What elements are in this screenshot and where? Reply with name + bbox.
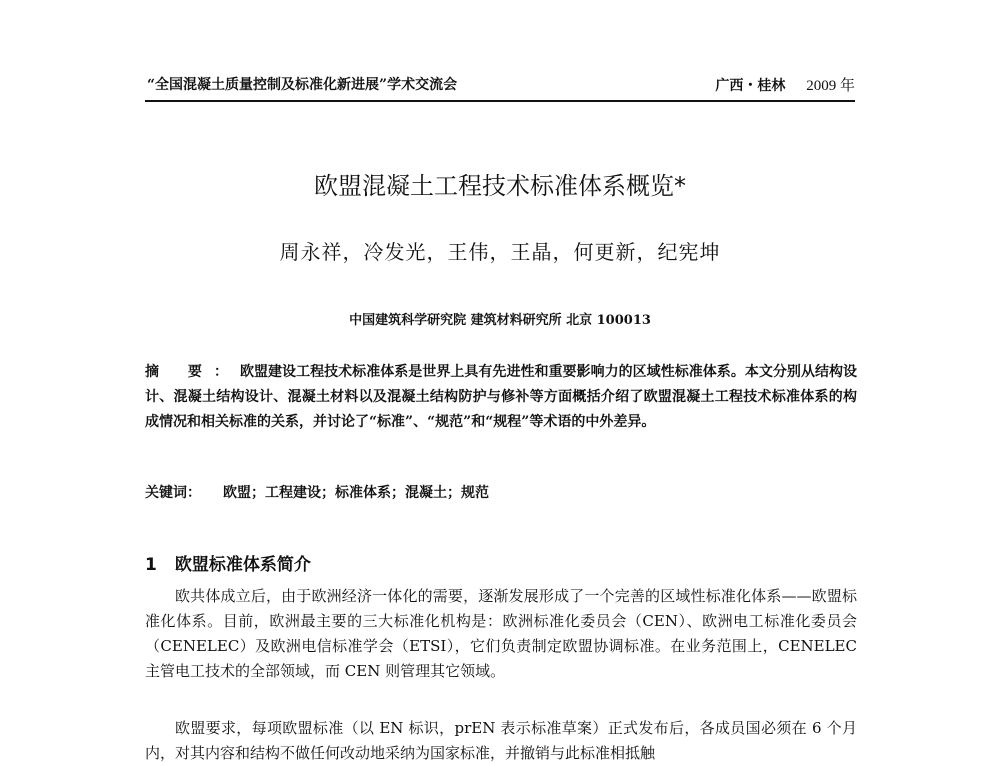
title-block <box>0 166 1000 201</box>
abstract-label: 摘 要： <box>145 364 240 380</box>
paper-title: 欧盟混凝土工程技术标准体系概览 <box>314 172 674 200</box>
body-paragraph-1: 欧共体成立后，由于欧洲经济一体化的需要，逐渐发展形成了一个完善的区域性标准化体系——欧盟标准化体系。目前，欧洲最主要的三大标准化机构是：欧洲标准化委员会（CEN）、欧洲电工标准化委员会（CENELEC）及欧洲电信标准学会（ETSI），它们负责制定欧盟协调标准。在业务范围上，CENELEC 主管电工技术的全部领域，而 CEN 则管理其它领域。 <box>145 587 857 680</box>
year: 2009 年 <box>806 78 855 94</box>
keywords <box>145 482 857 502</box>
conference-name: “全国混凝土质量控制及标准化新进展”学术交流会 <box>147 77 458 93</box>
section-number: 1 <box>145 555 157 575</box>
keywords-label: 关键词： <box>145 485 201 501</box>
affiliation: 中国建筑科学研究院 建筑材料研究所 北京 100013 <box>349 313 651 328</box>
abstract <box>145 360 857 435</box>
location: 广西・桂林 <box>715 78 786 94</box>
running-header <box>145 70 855 102</box>
keywords-text: 欧盟；工程建设；标准体系；混凝土；规范 <box>223 485 489 501</box>
author-list: 周永祥，冷发光，王伟，王晶，何更新，纪宪坤 <box>279 240 721 264</box>
section-heading <box>145 550 311 575</box>
abstract-text: 欧盟建设工程技术标准体系是世界上具有先进性和重要影响力的区域性标准体系。本文分别从结构设计、混凝土结构设计、混凝土材料以及混凝土结构防护与修补等方面概括介绍了欧盟混凝土工程技术标准体系的构成情况和相关标准的关系，并讨论了“标准”、“规范”和“规程”等术语的中外差异。 <box>145 364 858 430</box>
footnote-mark: * <box>674 172 686 200</box>
location-date <box>715 74 855 95</box>
body-paragraph-2: 欧盟要求，每项欧盟标准（以 EN 标识，prEN 表示标准草案）正式发布后，各成员国必须在 6 个月内，对其内容和结构不做任何改动地采纳为国家标准，并撤销与此标准相抵触 <box>145 719 857 762</box>
section-title: 欧盟标准体系简介 <box>174 555 311 575</box>
